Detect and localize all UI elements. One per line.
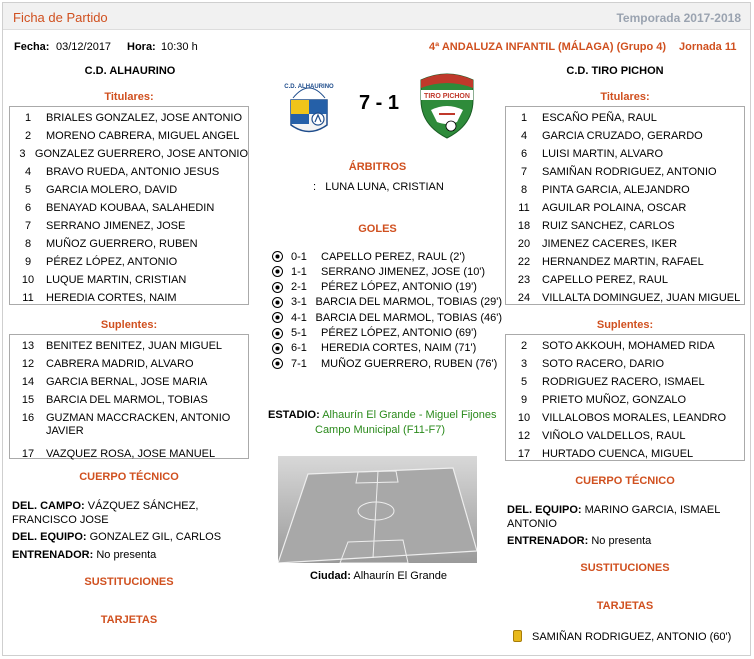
player-row[interactable]: [10, 109, 248, 127]
goal-scorer: PÉREZ LÓPEZ, ANTONIO (19'): [321, 281, 477, 294]
player-name: HERNANDEZ MARTIN, RAFAEL: [542, 256, 704, 268]
player-number: 11: [22, 292, 34, 304]
player-name: RUIZ SANCHEZ, CARLOS: [542, 220, 675, 232]
player-name: SERRANO JIMENEZ, JOSE: [46, 220, 186, 232]
player-row[interactable]: [10, 355, 248, 373]
player-number: 14: [21, 376, 35, 388]
player-number: 20: [517, 238, 531, 250]
soccer-ball-icon: [272, 266, 283, 277]
player-row[interactable]: [506, 271, 744, 289]
player-name: VAZQUEZ ROSA, JOSE MANUEL: [46, 448, 216, 460]
goal-scorer: BARCIA DEL MARMOL, TOBIAS (46'): [315, 311, 502, 324]
player-number: 1: [520, 112, 528, 124]
player-row[interactable]: [10, 127, 248, 145]
goal-score: 1-1: [291, 265, 307, 278]
player-number: 23: [517, 274, 531, 286]
away-entrenador-value: No presenta: [591, 535, 652, 547]
player-name: SOTO RACERO, DARIO: [542, 358, 665, 370]
player-name: CAPELLO PEREZ, RAUL: [542, 274, 668, 286]
soccer-ball-icon: [272, 297, 283, 308]
home-sustituciones-label: SUSTITUCIONES: [84, 576, 174, 588]
player-number: 3: [520, 358, 528, 370]
goal-scorer: MUÑOZ GUERRERO, RUBEN (76'): [321, 357, 498, 370]
player-name: JIMENEZ CACERES, IKER: [542, 238, 678, 250]
away-entrenador-label: ENTRENADOR:: [507, 535, 589, 547]
player-name: PRIETO MUÑOZ, GONZALO: [542, 394, 687, 406]
player-row[interactable]: [506, 355, 744, 373]
player-name: VILLALOBOS MORALES, LEANDRO: [542, 412, 727, 424]
player-name: BRIALES GONZALEZ, JOSE ANTONIO: [46, 112, 243, 124]
goal-score: 6-1: [291, 342, 307, 355]
goles-label: GOLES: [358, 223, 397, 235]
player-row[interactable]: [506, 163, 744, 181]
player-name: HURTADO CUENCA, MIGUEL: [542, 448, 694, 460]
player-number: 12: [517, 430, 531, 442]
player-number: 17: [21, 448, 35, 460]
player-name: AGUILAR POLAINA, OSCAR: [542, 202, 687, 214]
player-number: 8: [520, 184, 528, 196]
home-del-equipo: [12, 531, 221, 543]
away-entrenador: [507, 535, 651, 547]
goal-scorer: PÉREZ LÓPEZ, ANTONIO (69'): [321, 327, 477, 339]
player-number: 9: [520, 394, 528, 406]
player-row[interactable]: [10, 253, 248, 271]
fecha-value: 03/12/2017: [56, 41, 112, 53]
player-number: 4: [520, 130, 528, 142]
header-bar: [3, 3, 750, 30]
goal-row: [272, 264, 502, 279]
stadium-field-image: [278, 456, 477, 563]
player-row[interactable]: [506, 127, 744, 145]
player-row[interactable]: [10, 235, 248, 253]
player-row[interactable]: [10, 199, 248, 217]
goal-scorer: HEREDIA CORTES, NAIM (71'): [321, 342, 477, 355]
player-name: SOTO AKKOUH, MOHAMED RIDA: [542, 340, 715, 352]
home-team-logo[interactable]: [279, 70, 339, 142]
goal-row: [272, 249, 502, 264]
player-name: LUISI MARTIN, ALVARO: [542, 148, 664, 160]
player-name: MUÑOZ GUERRERO, RUBEN: [46, 238, 198, 250]
soccer-ball-icon: [272, 312, 283, 323]
soccer-ball-icon: [272, 343, 283, 354]
player-number: 5: [520, 376, 528, 388]
home-del-equipo-label: DEL. EQUIPO:: [12, 531, 87, 543]
player-row[interactable]: [506, 445, 744, 463]
player-number: 2: [24, 130, 32, 142]
home-del-campo-value: VÁZQUEZ SÁNCHEZ, FRANCISCO JOSE: [12, 500, 199, 526]
player-row[interactable]: [10, 181, 248, 199]
player-row[interactable]: [506, 199, 744, 217]
soccer-ball-icon: [272, 328, 283, 339]
player-name: GARCIA CRUZADO, GERARDO: [542, 130, 703, 142]
player-name: LUQUE MARTIN, CRISTIAN: [46, 274, 187, 286]
goal-row: [272, 341, 502, 356]
away-team-name[interactable]: C.D. TIRO PICHON: [566, 65, 664, 77]
goal-score: 0-1: [291, 250, 307, 263]
away-tarjetas-label: TARJETAS: [596, 600, 654, 612]
player-name: GONZALEZ GUERRERO, JOSE ANTONIO: [34, 148, 248, 160]
player-name: GARCIA MOLERO, DAVID: [46, 184, 178, 196]
goal-scorer: CAPELLO PEREZ, RAUL (2'): [321, 250, 466, 263]
player-name: ESCAÑO PEÑA, RAUL: [542, 112, 657, 124]
player-number: 6: [520, 148, 528, 160]
player-name: BENAYAD KOUBAA, SALAHEDIN: [46, 202, 215, 214]
player-number: 22: [517, 256, 531, 268]
estadio-label: ESTADIO:: [268, 409, 320, 421]
player-number: 11: [518, 202, 530, 214]
home-entrenador-value: No presenta: [96, 549, 157, 561]
player-number: 10: [21, 274, 35, 286]
player-name: RODRIGUEZ RACERO, ISMAEL: [542, 376, 705, 388]
player-number: 5: [24, 184, 32, 196]
player-row[interactable]: [506, 427, 744, 445]
player-number: 9: [24, 256, 32, 268]
goal-score: 3-1: [291, 296, 307, 309]
hora-value: 10:30 h: [161, 41, 198, 53]
away-sustituciones-label: SUSTITUCIONES: [580, 562, 670, 574]
ciudad: [310, 570, 447, 582]
player-number: 2: [520, 340, 528, 352]
fecha-label: Fecha:: [14, 41, 50, 53]
player-row[interactable]: [10, 163, 248, 181]
player-name: GARCIA BERNAL, JOSE MARIA: [46, 376, 208, 388]
player-row[interactable]: [10, 409, 248, 445]
player-row[interactable]: [506, 337, 744, 355]
player-row[interactable]: [506, 289, 744, 307]
yellow-card-icon: [513, 630, 522, 642]
estadio-link-line2[interactable]: Campo Municipal (F11-F7): [315, 424, 446, 436]
goal-row: [272, 310, 502, 325]
home-titulares-label: Titulares:: [104, 91, 154, 103]
away-del-equipo: [507, 503, 747, 531]
arbitros-label: ÁRBITROS: [348, 161, 407, 173]
away-titulares-label: Titulares:: [600, 91, 650, 103]
goal-scorer: BARCIA DEL MARMOL, TOBIAS (29'): [315, 296, 502, 309]
goal-scorer: SERRANO JIMENEZ, JOSE (10'): [321, 265, 486, 278]
player-name: BENITEZ BENITEZ, JUAN MIGUEL: [46, 340, 223, 352]
player-row[interactable]: [506, 373, 744, 391]
player-number: 16: [21, 412, 35, 424]
player-number: 4: [24, 166, 32, 178]
player-name: GUZMAN MACCRACKEN, ANTONIO JAVIER: [46, 412, 231, 437]
home-del-equipo-value: GONZALEZ GIL, CARLOS: [89, 531, 222, 543]
player-row[interactable]: [506, 145, 744, 163]
player-row[interactable]: [10, 217, 248, 235]
player-number: 15: [21, 394, 35, 406]
player-row[interactable]: [10, 445, 248, 463]
player-name: MORENO CABRERA, MIGUEL ANGEL: [46, 130, 240, 142]
player-row[interactable]: [506, 391, 744, 409]
home-del-campo: [12, 499, 252, 527]
player-row[interactable]: [506, 109, 744, 127]
soccer-ball-icon: [272, 251, 283, 262]
away-suplentes-list: [505, 334, 745, 461]
player-row[interactable]: [506, 409, 744, 427]
home-logo-text: C.D. ALHAURINO: [284, 84, 334, 90]
home-team-name[interactable]: C.D. ALHAURINO: [84, 65, 176, 77]
player-row[interactable]: [10, 337, 248, 355]
away-del-equipo-label: DEL. EQUIPO:: [507, 504, 582, 516]
player-number: 8: [24, 238, 32, 250]
estadio: [268, 409, 496, 421]
player-name: BARCIA DEL MARMOL, TOBIAS: [46, 394, 208, 406]
page-title: Ficha de Partido: [13, 10, 108, 25]
goal-score: 7-1: [291, 357, 307, 370]
player-name: PÉREZ LÓPEZ, ANTONIO: [46, 256, 178, 268]
season-label: Temporada 2017-2018: [616, 11, 741, 25]
player-number: 1: [24, 112, 32, 124]
player-row[interactable]: [10, 373, 248, 391]
player-name: HEREDIA CORTES, NAIM: [46, 292, 177, 304]
player-name: SAMIÑAN RODRIGUEZ, ANTONIO: [542, 166, 717, 178]
home-cuerpo-tecnico-label: CUERPO TÉCNICO: [79, 471, 179, 483]
tiro-pichon-crest-icon: [417, 70, 477, 140]
player-row[interactable]: [10, 391, 248, 409]
goal-row: [272, 280, 502, 295]
player-number: 17: [517, 448, 531, 460]
player-number: 7: [24, 220, 32, 232]
home-del-campo-label: DEL. CAMPO:: [12, 500, 85, 512]
home-titulares-list: [9, 106, 249, 305]
player-name: PINTA GARCIA, ALEJANDRO: [542, 184, 690, 196]
player-number: 12: [21, 358, 35, 370]
player-name: BRAVO RUEDA, ANTONIO JESUS: [46, 166, 220, 178]
player-number: 18: [517, 220, 531, 232]
away-team-logo[interactable]: [417, 70, 477, 140]
player-number: 7: [520, 166, 528, 178]
arbitros-value: : LUNA LUNA, CRISTIAN: [313, 181, 444, 193]
player-row[interactable]: [10, 145, 248, 163]
player-row[interactable]: [506, 181, 744, 199]
goal-row: [272, 295, 502, 310]
player-row[interactable]: [506, 253, 744, 271]
player-name: VIÑOLO VALDELLOS, RAUL: [542, 430, 686, 442]
player-number: 10: [517, 412, 531, 424]
player-name: VILLALTA DOMINGUEZ, JUAN MIGUEL: [542, 292, 741, 304]
estadio-link-line1[interactable]: Alhaurín El Grande - Miguel Fijones: [322, 409, 497, 421]
player-row[interactable]: [10, 289, 248, 307]
soccer-ball-icon: [272, 358, 283, 369]
alhaurino-crest-icon: [279, 70, 339, 142]
ciudad-value: Alhaurín El Grande: [353, 570, 447, 582]
away-del-equipo-value: MARINO GARCIA, ISMAEL ANTONIO: [507, 504, 720, 530]
ciudad-label: Ciudad:: [310, 570, 351, 582]
player-row[interactable]: [506, 235, 744, 253]
away-cuerpo-tecnico-label: CUERPO TÉCNICO: [575, 475, 675, 487]
goal-score: 4-1: [291, 311, 307, 324]
away-card-player: SAMIÑAN RODRIGUEZ, ANTONIO (60'): [532, 631, 732, 643]
player-row[interactable]: [506, 217, 744, 235]
goal-row: [272, 356, 502, 371]
away-suplentes-label: Suplentes:: [596, 319, 654, 331]
player-number: 6: [24, 202, 32, 214]
goal-score: 5-1: [291, 327, 307, 339]
home-entrenador-label: ENTRENADOR:: [12, 549, 94, 561]
away-logo-text: TIRO PICHON: [424, 93, 470, 100]
goal-row: [272, 326, 502, 341]
player-number: 3: [19, 148, 26, 160]
soccer-ball-icon: [272, 282, 283, 293]
home-entrenador: [12, 549, 156, 561]
home-suplentes-label: Suplentes:: [100, 319, 158, 331]
match-score: 7 - 1: [358, 92, 400, 114]
home-suplentes-list: [9, 334, 249, 459]
player-row[interactable]: [10, 271, 248, 289]
player-number: 24: [517, 292, 531, 304]
goal-score: 2-1: [291, 281, 307, 294]
home-tarjetas-label: TARJETAS: [100, 614, 158, 626]
hora-label: Hora:: [127, 41, 156, 53]
player-name: CABRERA MADRID, ALVARO: [46, 358, 194, 370]
jornada[interactable]: Jornada 11: [679, 41, 737, 53]
away-titulares-list: [505, 106, 745, 305]
player-number: 13: [21, 340, 35, 352]
competition[interactable]: 4ª ANDALUZA INFANTIL (MÁLAGA) (Grupo 4): [429, 41, 667, 53]
